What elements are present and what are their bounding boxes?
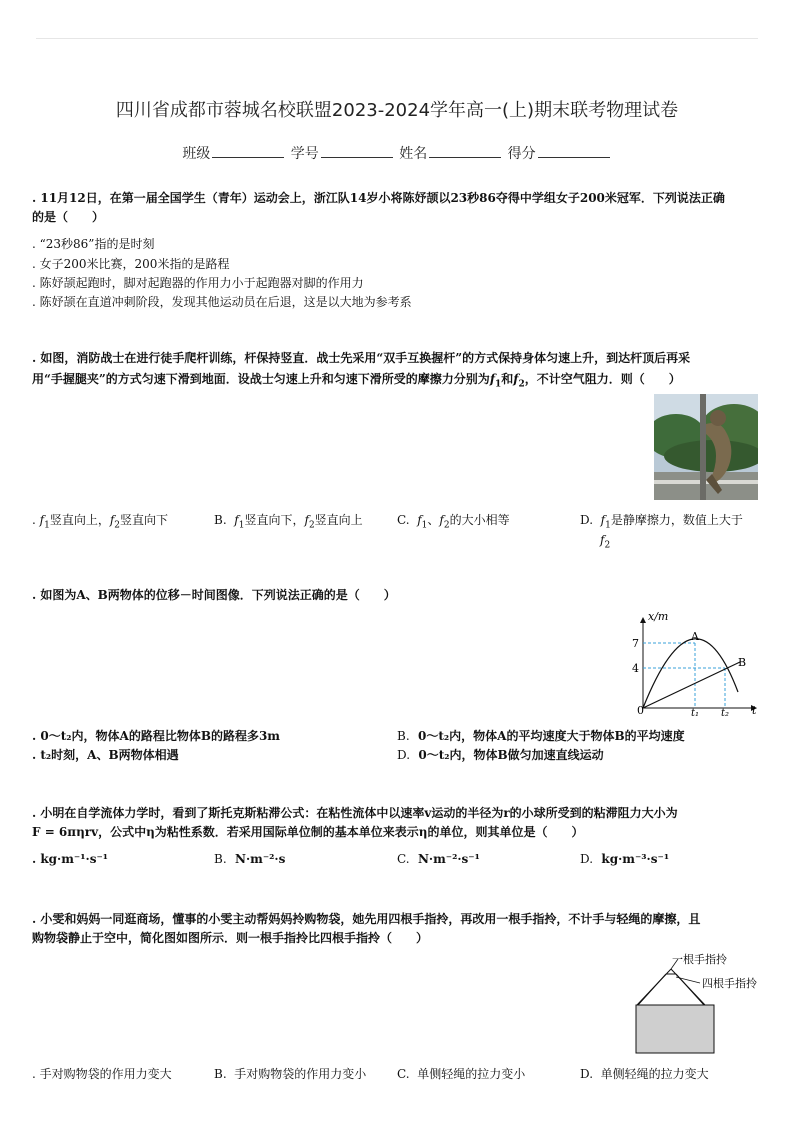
q5-option-d[interactable]: D. 单侧轻绳的拉力变大 (580, 1067, 709, 1081)
pointer-four (676, 977, 700, 983)
class-label: 班级 (182, 146, 211, 162)
y-axis-label: x/m (648, 610, 669, 623)
q2-option-d-cont: $f_2$ (600, 533, 611, 551)
y-tick-7: 7 (632, 637, 639, 650)
x-axis-label: t (752, 704, 757, 717)
number-blank[interactable] (321, 145, 393, 158)
q3-option-b[interactable]: B. 0～t₂内，物体A的平均速度大于物体B的平均速度 (397, 729, 685, 743)
top-divider (36, 38, 758, 39)
q5-option-c[interactable]: C. 单侧轻绳的拉力变小 (397, 1067, 526, 1081)
q5-stem-line1: . 小雯和妈妈一同逛商场，懂事的小雯主动帮妈妈拎购物袋，她先用四根手指拎，再改用一根手指拎，不计手与轻绳的摩擦，且 (32, 912, 701, 926)
q4-option-b[interactable]: B. N·m⁻²·s (214, 852, 286, 866)
x-tick-0: 0 (637, 704, 644, 717)
q5-option-a[interactable]: . 手对购物袋的作用力变大 (32, 1067, 172, 1081)
score-label: 得分 (507, 146, 536, 162)
q2-option-a[interactable]: . $f_1$竖直向上，$f_2$竖直向下 (32, 513, 169, 531)
q5-stem-line2: 购物袋静止于空中，简化图如图所示．则一根手指拎比四根手指拎（ ） (32, 931, 429, 945)
label-one-finger: 一根手指拎 (672, 953, 727, 966)
series-a-curve (643, 639, 738, 708)
q3-option-a[interactable]: . 0～t₂内，物体A的路程比物体B的路程多3m (32, 729, 281, 743)
q1-option-a[interactable]: . “23秒86”指的是时刻 (32, 237, 155, 251)
name-label: 姓名 (399, 146, 428, 162)
q1-option-d[interactable]: . 陈妤颉在直道冲刺阶段，发现其他运动员在后退，这是以大地为参考系 (32, 295, 412, 309)
series-a-label: A (691, 630, 699, 643)
rope-four-finger-right (676, 974, 704, 1005)
number-label: 学号 (290, 146, 319, 162)
q4-option-a[interactable]: . kg·m⁻¹·s⁻¹ (32, 852, 109, 866)
q4-option-d[interactable]: D. kg·m⁻³·s⁻¹ (580, 852, 670, 866)
class-blank[interactable] (212, 145, 284, 158)
y-tick-4: 4 (632, 662, 639, 675)
score-blank[interactable] (538, 145, 610, 158)
q4-stem-line1: . 小明在自学流体力学时，看到了斯托克斯粘滞公式：在粘性流体中以速率v运动的半径为r的小球所受到的粘滞阻力大小为 (32, 806, 678, 820)
q4-stem-line2: F = 6πηrv，公式中η为粘性系数．若采用国际单位制的基本单位来表示η的单位，则其单位是（ ） (32, 825, 584, 839)
q3-stem: . 如图为A、B两物体的位移－时间图像．下列说法正确的是（ ） (32, 588, 396, 602)
q4-option-c[interactable]: C. N·m⁻²·s⁻¹ (397, 852, 480, 866)
rope-four-finger-left (638, 974, 666, 1005)
xt-graph (630, 610, 760, 720)
q1-stem-line1: . 11月12日，在第一届全国学生（青年）运动会上，浙江队14岁小将陈妤颉以23秒86夺得中学组女子200米冠军．下列说法正确 (32, 191, 725, 205)
label-four-finger: 四根手指拎 (702, 977, 757, 990)
series-b-label: B (738, 656, 747, 669)
q3-option-d[interactable]: D. 0～t₂内，物体B做匀加速直线运动 (397, 748, 604, 762)
q1-option-c[interactable]: . 陈妤颉起跑时，脚对起跑器的作用力小于起跑器对脚的作用力 (32, 276, 364, 290)
q2-option-d[interactable]: D. $f_1$是静摩擦力，数值上大于 (580, 513, 743, 531)
x-tick-t1: t₁ (691, 708, 700, 719)
q2-option-c[interactable]: C. $f_1$、$f_2$的大小相等 (397, 513, 510, 531)
student-info-line (0, 143, 794, 163)
q2-stem-line2: 用“手握腿夹”的方式匀速下滑到地面．设战士匀速上升和匀速下滑所受的摩擦力分别为$f_1$和$f_2$，不计空气阻力．则（ ） (32, 372, 681, 390)
shopping-bag (636, 1005, 714, 1053)
shopping-bag-diagram (628, 950, 760, 1060)
q2-stem-line1: . 如图，消防战士在进行徒手爬杆训练，杆保持竖直．战士先采用“双手互换握杆”的方式保持身体匀速上升，到达杆顶后再采 (32, 351, 691, 365)
name-blank[interactable] (429, 145, 501, 158)
page-title: 四川省成都市蓉城名校联盟2023-2024学年高一(上)期末联考物理试卷 (115, 100, 679, 121)
q2-option-b[interactable]: B. $f_1$竖直向下，$f_2$竖直向上 (214, 513, 363, 531)
q3-option-c[interactable]: . t₂时刻，A、B两物体相遇 (32, 748, 179, 762)
x-tick-t2: t₂ (721, 708, 730, 719)
q1-option-b[interactable]: . 女子200米比赛，200米指的是路程 (32, 257, 230, 271)
q1-stem-line2: 的是（ ） (32, 210, 105, 224)
q5-option-b[interactable]: B. 手对购物袋的作用力变小 (214, 1067, 367, 1081)
firefighter-photo (654, 394, 758, 500)
